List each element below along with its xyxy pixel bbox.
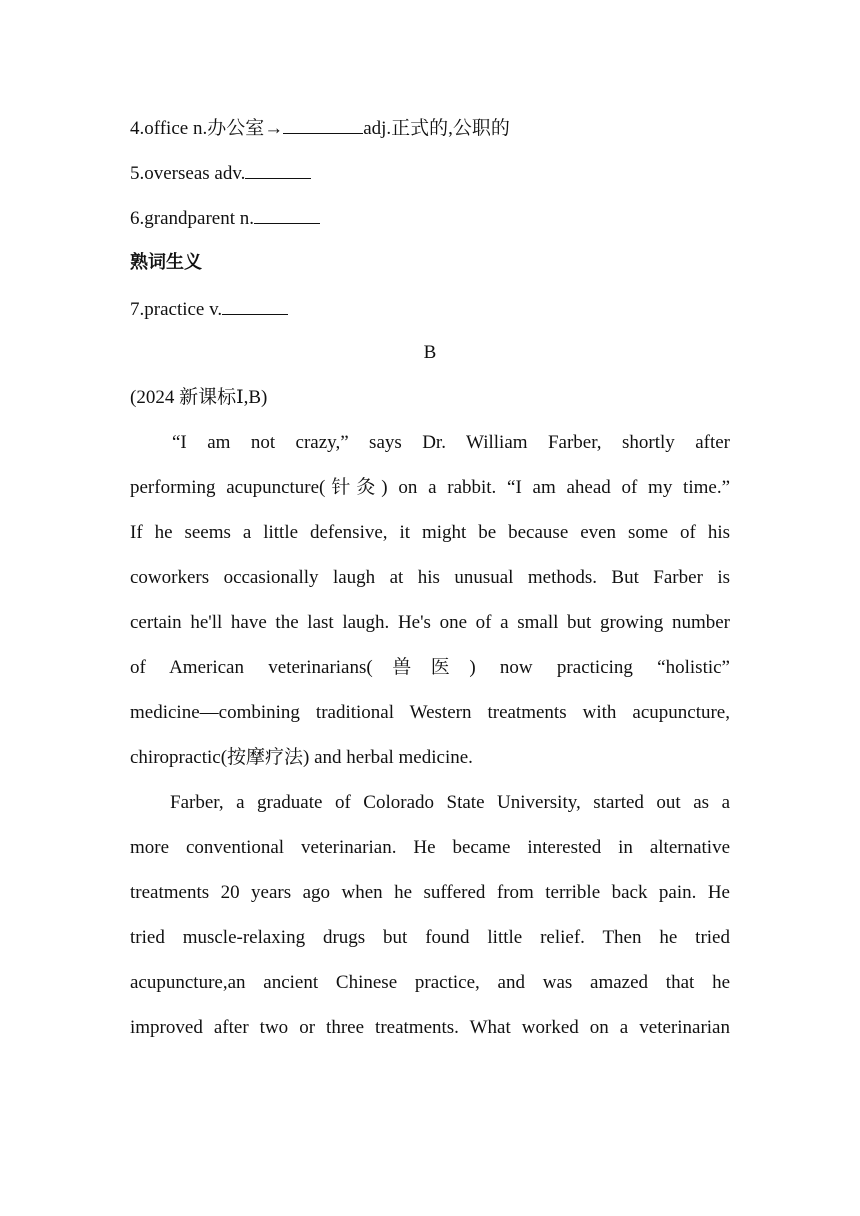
paragraph-1 xyxy=(130,420,730,780)
vocab-item-4 xyxy=(130,115,510,141)
paragraph-line: coworkers occasionally laugh at his unusual methods. But Farber is xyxy=(130,567,730,588)
section-heading: 熟词生义 xyxy=(130,252,202,273)
answer-blank[interactable] xyxy=(283,115,363,134)
paragraph-line: chiropractic(按摩疗法) and herbal medicine. xyxy=(130,747,473,768)
vocab-item-5 xyxy=(130,160,311,186)
paragraph-line: performing acupuncture(针灸) on a rabbit. “I am ahead of my time.” xyxy=(130,477,730,498)
passage-source: (2024 新课标Ⅰ,B) xyxy=(130,387,268,408)
paragraph-2 xyxy=(130,780,730,1050)
answer-blank[interactable] xyxy=(254,205,320,224)
paragraph-line: acupuncture,an ancient Chinese practice, and was amazed that he xyxy=(130,972,730,993)
paragraph-line: more conventional veterinarian. He became interested in alternative xyxy=(130,837,730,858)
paragraph-line: certain he'll have the last laugh. He's one of a small but growing number xyxy=(130,612,730,633)
paragraph-line: improved after two or three treatments. What worked on a veterinarian xyxy=(130,1017,730,1038)
vocab-item-5-lead: 5.overseas adv. xyxy=(130,163,246,184)
vocab-item-7 xyxy=(130,296,288,322)
vocab-item-4-tail: adj.正式的,公职的 xyxy=(363,118,510,139)
paragraph-line: medicine—combining traditional Western treatments with acupuncture, xyxy=(130,702,730,723)
passage-label: B xyxy=(423,342,437,363)
vocab-item-4-lead: 4.office n.办公室→ xyxy=(130,118,284,139)
paragraph-line: Farber, a graduate of Colorado State University, started out as a xyxy=(170,792,730,813)
vocab-item-7-lead: 7.practice v. xyxy=(130,299,223,320)
vocab-item-6-lead: 6.grandparent n. xyxy=(130,208,254,229)
paragraph-line: treatments 20 years ago when he suffered from terrible back pain. He xyxy=(130,882,730,903)
paragraph-line: “I am not crazy,” says Dr. William Farber, shortly after xyxy=(172,432,730,453)
paragraph-line: If he seems a little defensive, it might be because even some of his xyxy=(130,522,730,543)
vocab-item-6 xyxy=(130,205,320,231)
answer-blank[interactable] xyxy=(222,296,288,315)
answer-blank[interactable] xyxy=(245,160,311,179)
paragraph-line: tried muscle-relaxing drugs but found little relief. Then he tried xyxy=(130,927,730,948)
paragraph-line: of American veterinarians(兽医) now practicing “holistic” xyxy=(130,657,730,678)
